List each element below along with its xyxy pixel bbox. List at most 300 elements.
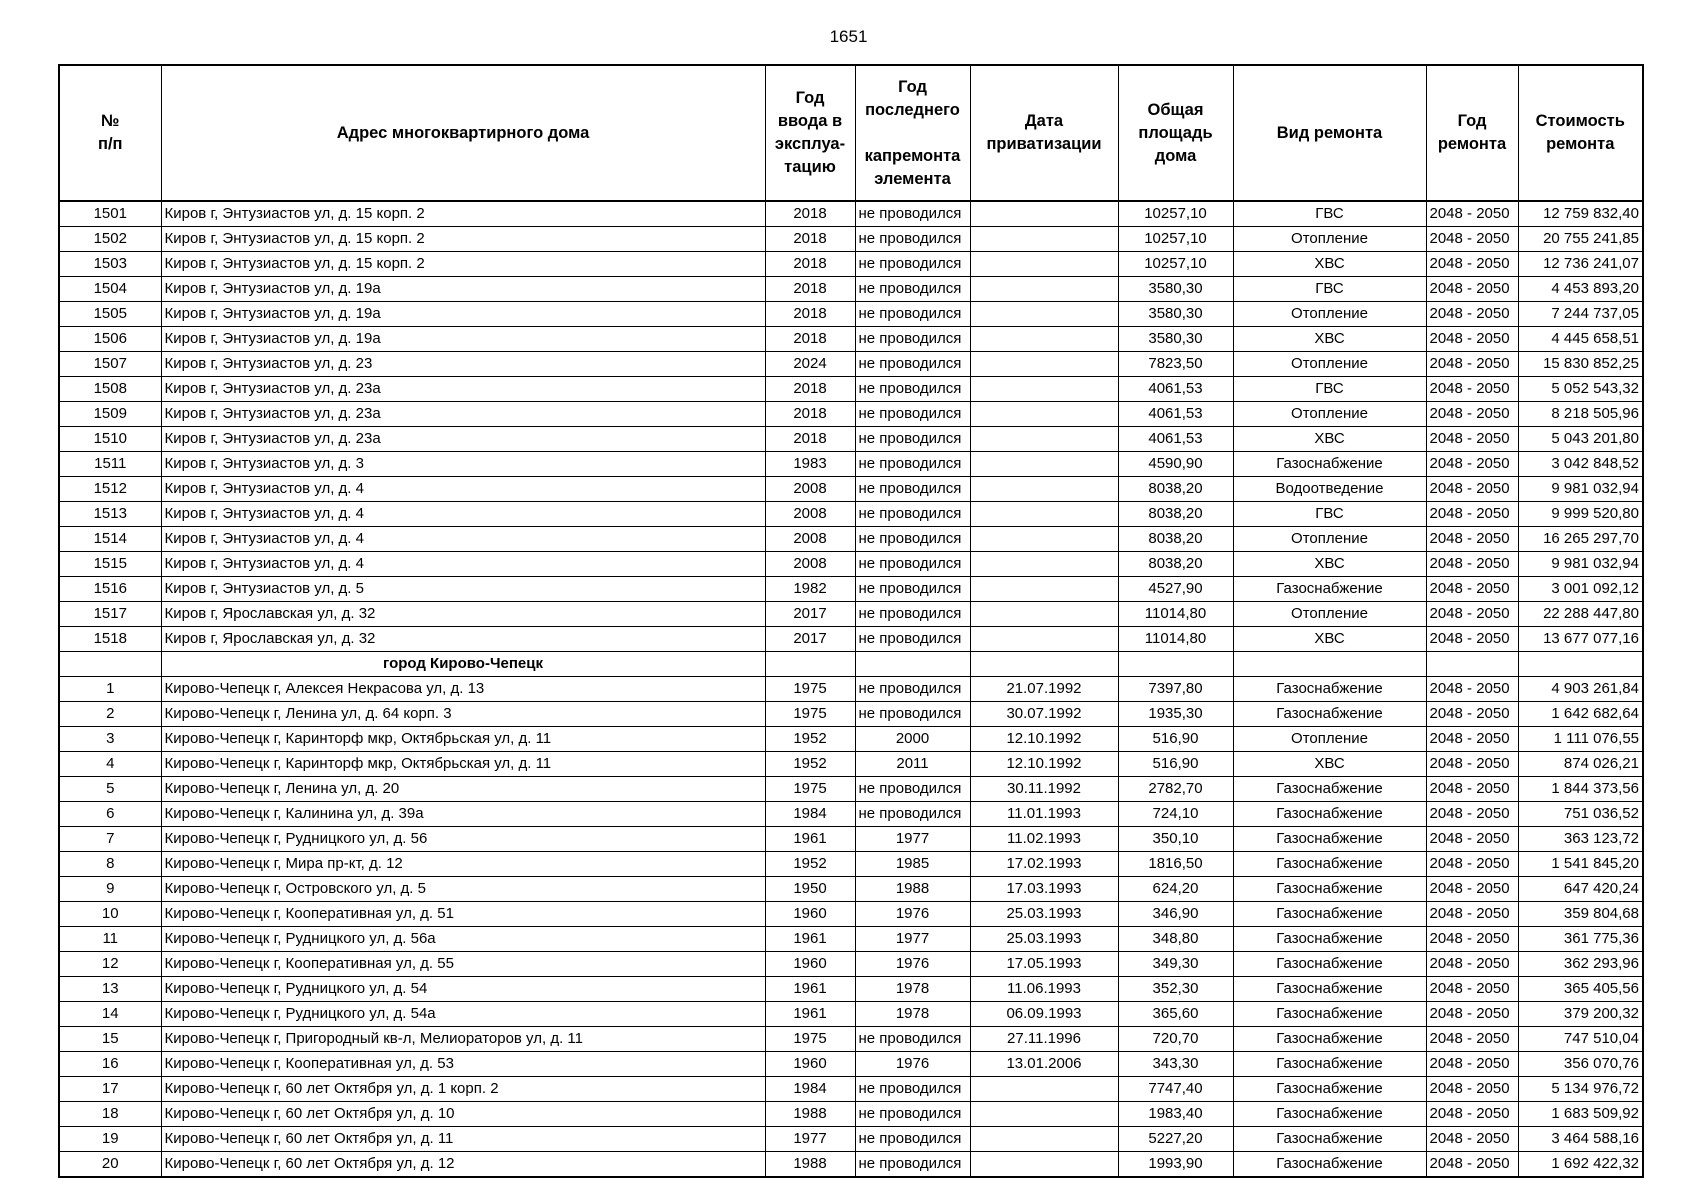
cell-privatization: 12.10.1992 bbox=[970, 752, 1118, 777]
cell-repair-type: ГВС bbox=[1233, 277, 1426, 302]
cell-area: 349,30 bbox=[1118, 952, 1233, 977]
table-row bbox=[59, 1102, 1643, 1127]
section-kirovo-chepetsk bbox=[59, 652, 1643, 677]
cell-num: 17 bbox=[59, 1077, 161, 1102]
cell-address: Киров г, Энтузиастов ул, д. 4 bbox=[161, 552, 765, 577]
cell-privatization bbox=[970, 527, 1118, 552]
cell-year-built: 2018 bbox=[765, 302, 855, 327]
cell-area: 7397,80 bbox=[1118, 677, 1233, 702]
header-line: Год bbox=[898, 77, 927, 96]
cell-num: 1511 bbox=[59, 452, 161, 477]
header-line: Год bbox=[1457, 112, 1487, 130]
table-body-kirov bbox=[59, 201, 1643, 652]
cell-year-built: 2017 bbox=[765, 627, 855, 652]
cell-address: Киров г, Энтузиастов ул, д. 19а bbox=[161, 327, 765, 352]
cell-last-repair: не проводился bbox=[855, 427, 970, 452]
cell-repair-year: 2048 - 2050 bbox=[1426, 302, 1518, 327]
cell-repair-year: 2048 - 2050 bbox=[1426, 927, 1518, 952]
cell-year-built: 2017 bbox=[765, 602, 855, 627]
section-cell-priv bbox=[970, 652, 1118, 677]
header-line: элемента bbox=[874, 169, 951, 188]
cell-privatization bbox=[970, 227, 1118, 252]
header-line: капремонта bbox=[864, 146, 961, 165]
table-row bbox=[59, 927, 1643, 952]
header-num bbox=[59, 65, 161, 201]
table-row bbox=[59, 502, 1643, 527]
cell-cost: 9 999 520,80 bbox=[1518, 502, 1643, 527]
cell-cost: 1 692 422,32 bbox=[1518, 1152, 1643, 1178]
cell-area: 1816,50 bbox=[1118, 852, 1233, 877]
cell-year-built: 2018 bbox=[765, 377, 855, 402]
header-line: п/п bbox=[97, 135, 123, 153]
cell-year-built: 2008 bbox=[765, 477, 855, 502]
cell-repair-year: 2048 - 2050 bbox=[1426, 201, 1518, 227]
cell-cost: 3 042 848,52 bbox=[1518, 452, 1643, 477]
cell-repair-type: Газоснабжение bbox=[1233, 1152, 1426, 1178]
cell-address: Кирово-Чепецк г, 60 лет Октября ул, д. 12 bbox=[161, 1152, 765, 1178]
cell-num: 10 bbox=[59, 902, 161, 927]
cell-address: Киров г, Энтузиастов ул, д. 23а bbox=[161, 402, 765, 427]
section-cell-type bbox=[1233, 652, 1426, 677]
header-line: № bbox=[101, 112, 120, 130]
cell-last-repair: 1977 bbox=[855, 927, 970, 952]
cell-address: Киров г, Ярославская ул, д. 32 bbox=[161, 602, 765, 627]
cell-last-repair: не проводился bbox=[855, 201, 970, 227]
cell-privatization: 30.07.1992 bbox=[970, 702, 1118, 727]
table-row bbox=[59, 877, 1643, 902]
table-row bbox=[59, 852, 1643, 877]
cell-cost: 647 420,24 bbox=[1518, 877, 1643, 902]
header-repair-type: Вид ремонта bbox=[1233, 65, 1426, 201]
cell-privatization: 25.03.1993 bbox=[970, 902, 1118, 927]
cell-num: 13 bbox=[59, 977, 161, 1002]
cell-privatization bbox=[970, 1077, 1118, 1102]
cell-year-built: 2008 bbox=[765, 552, 855, 577]
header-line: ввода в bbox=[777, 112, 843, 130]
cell-cost: 1 111 076,55 bbox=[1518, 727, 1643, 752]
cell-repair-year: 2048 - 2050 bbox=[1426, 552, 1518, 577]
table-row bbox=[59, 577, 1643, 602]
cell-repair-year: 2048 - 2050 bbox=[1426, 427, 1518, 452]
cell-cost: 365 405,56 bbox=[1518, 977, 1643, 1002]
cell-cost: 5 043 201,80 bbox=[1518, 427, 1643, 452]
cell-cost: 12 759 832,40 bbox=[1518, 201, 1643, 227]
cell-repair-type: ХВС bbox=[1233, 427, 1426, 452]
cell-privatization: 21.07.1992 bbox=[970, 677, 1118, 702]
cell-area: 8038,20 bbox=[1118, 502, 1233, 527]
cell-last-repair: не проводился bbox=[855, 677, 970, 702]
cell-repair-year: 2048 - 2050 bbox=[1426, 252, 1518, 277]
cell-privatization: 27.11.1996 bbox=[970, 1027, 1118, 1052]
cell-last-repair: 1976 bbox=[855, 1052, 970, 1077]
cell-privatization bbox=[970, 201, 1118, 227]
cell-repair-type: Газоснабжение bbox=[1233, 1077, 1426, 1102]
cell-year-built: 1952 bbox=[765, 852, 855, 877]
cell-area: 8038,20 bbox=[1118, 477, 1233, 502]
header-last-repair bbox=[855, 65, 970, 201]
cell-year-built: 1960 bbox=[765, 1052, 855, 1077]
cell-repair-type: Газоснабжение bbox=[1233, 1102, 1426, 1127]
cell-area: 4527,90 bbox=[1118, 577, 1233, 602]
cell-repair-type: Газоснабжение bbox=[1233, 827, 1426, 852]
cell-repair-type: Отопление bbox=[1233, 727, 1426, 752]
cell-last-repair: не проводился bbox=[855, 1027, 970, 1052]
cell-year-built: 2008 bbox=[765, 502, 855, 527]
cell-repair-year: 2048 - 2050 bbox=[1426, 577, 1518, 602]
cell-year-built: 2018 bbox=[765, 201, 855, 227]
cell-cost: 379 200,32 bbox=[1518, 1002, 1643, 1027]
cell-address: Киров г, Энтузиастов ул, д. 19а bbox=[161, 302, 765, 327]
page-number: 1651 bbox=[829, 27, 868, 46]
cell-repair-year: 2048 - 2050 bbox=[1426, 702, 1518, 727]
cell-repair-type: Газоснабжение bbox=[1233, 852, 1426, 877]
cell-area: 724,10 bbox=[1118, 802, 1233, 827]
header-year-built bbox=[765, 65, 855, 201]
cell-cost: 13 677 077,16 bbox=[1518, 627, 1643, 652]
table-row bbox=[59, 1152, 1643, 1178]
table-row bbox=[59, 1027, 1643, 1052]
cell-last-repair: не проводился bbox=[855, 702, 970, 727]
header-line: площадь bbox=[1138, 123, 1213, 142]
cell-num: 19 bbox=[59, 1127, 161, 1152]
cell-area: 4590,90 bbox=[1118, 452, 1233, 477]
cell-year-built: 1975 bbox=[765, 702, 855, 727]
table-row bbox=[59, 952, 1643, 977]
repair-register-table bbox=[58, 64, 1644, 1178]
header-row bbox=[59, 65, 1643, 201]
header-line: Стоимость bbox=[1535, 112, 1625, 130]
cell-area: 624,20 bbox=[1118, 877, 1233, 902]
cell-repair-type: Отопление bbox=[1233, 402, 1426, 427]
table-row bbox=[59, 227, 1643, 252]
cell-privatization bbox=[970, 352, 1118, 377]
cell-repair-year: 2048 - 2050 bbox=[1426, 327, 1518, 352]
cell-privatization: 13.01.2006 bbox=[970, 1052, 1118, 1077]
header-line: Дата bbox=[1024, 112, 1064, 130]
cell-cost: 20 755 241,85 bbox=[1518, 227, 1643, 252]
cell-cost: 363 123,72 bbox=[1518, 827, 1643, 852]
cell-privatization: 11.02.1993 bbox=[970, 827, 1118, 852]
cell-num: 20 bbox=[59, 1152, 161, 1178]
cell-area: 11014,80 bbox=[1118, 627, 1233, 652]
cell-privatization: 17.03.1993 bbox=[970, 877, 1118, 902]
cell-privatization: 11.06.1993 bbox=[970, 977, 1118, 1002]
cell-cost: 747 510,04 bbox=[1518, 1027, 1643, 1052]
cell-address: Кирово-Чепецк г, Алексея Некрасова ул, д. 13 bbox=[161, 677, 765, 702]
header-line: эксплуа- bbox=[774, 135, 846, 153]
table-row bbox=[59, 201, 1643, 227]
cell-repair-type: Отопление bbox=[1233, 602, 1426, 627]
cell-area: 2782,70 bbox=[1118, 777, 1233, 802]
table-row bbox=[59, 252, 1643, 277]
cell-address: Кирово-Чепецк г, Калинина ул, д. 39а bbox=[161, 802, 765, 827]
cell-privatization bbox=[970, 302, 1118, 327]
cell-address: Киров г, Энтузиастов ул, д. 23а bbox=[161, 377, 765, 402]
cell-privatization bbox=[970, 452, 1118, 477]
cell-num: 1517 bbox=[59, 602, 161, 627]
table-row bbox=[59, 1002, 1643, 1027]
cell-repair-year: 2048 - 2050 bbox=[1426, 827, 1518, 852]
cell-area: 516,90 bbox=[1118, 727, 1233, 752]
cell-num: 14 bbox=[59, 1002, 161, 1027]
cell-num: 1502 bbox=[59, 227, 161, 252]
cell-year-built: 2018 bbox=[765, 402, 855, 427]
cell-area: 516,90 bbox=[1118, 752, 1233, 777]
cell-address: Киров г, Энтузиастов ул, д. 15 корп. 2 bbox=[161, 227, 765, 252]
cell-privatization bbox=[970, 602, 1118, 627]
cell-repair-type: ГВС bbox=[1233, 377, 1426, 402]
cell-privatization: 11.01.1993 bbox=[970, 802, 1118, 827]
cell-repair-year: 2048 - 2050 bbox=[1426, 677, 1518, 702]
cell-num: 1505 bbox=[59, 302, 161, 327]
cell-last-repair: не проводился bbox=[855, 802, 970, 827]
cell-repair-year: 2048 - 2050 bbox=[1426, 752, 1518, 777]
cell-repair-type: Отопление bbox=[1233, 352, 1426, 377]
cell-area: 8038,20 bbox=[1118, 552, 1233, 577]
cell-last-repair: 1988 bbox=[855, 877, 970, 902]
cell-address: Кирово-Чепецк г, Кооперативная ул, д. 51 bbox=[161, 902, 765, 927]
cell-last-repair: не проводился bbox=[855, 777, 970, 802]
cell-num: 1 bbox=[59, 677, 161, 702]
cell-repair-type: Газоснабжение bbox=[1233, 702, 1426, 727]
header-privatization bbox=[970, 65, 1118, 201]
cell-area: 720,70 bbox=[1118, 1027, 1233, 1052]
cell-num: 1513 bbox=[59, 502, 161, 527]
table-row bbox=[59, 352, 1643, 377]
cell-address: Кирово-Чепецк г, Кооперативная ул, д. 53 bbox=[161, 1052, 765, 1077]
cell-last-repair: не проводился bbox=[855, 1102, 970, 1127]
table-row bbox=[59, 602, 1643, 627]
cell-repair-year: 2048 - 2050 bbox=[1426, 977, 1518, 1002]
cell-num: 1516 bbox=[59, 577, 161, 602]
header-line: ремонта bbox=[1437, 135, 1507, 153]
cell-address: Киров г, Энтузиастов ул, д. 23а bbox=[161, 427, 765, 452]
cell-last-repair: не проводился bbox=[855, 1077, 970, 1102]
section-cell-num bbox=[59, 652, 161, 677]
cell-address: Кирово-Чепецк г, 60 лет Октября ул, д. 11 bbox=[161, 1127, 765, 1152]
cell-area: 10257,10 bbox=[1118, 252, 1233, 277]
cell-repair-type: ХВС bbox=[1233, 252, 1426, 277]
cell-address: Кирово-Чепецк г, Рудницкого ул, д. 56а bbox=[161, 927, 765, 952]
header-line: Общая bbox=[1147, 100, 1204, 119]
cell-cost: 3 464 588,16 bbox=[1518, 1127, 1643, 1152]
cell-repair-year: 2048 - 2050 bbox=[1426, 377, 1518, 402]
cell-address: Кирово-Чепецк г, Рудницкого ул, д. 56 bbox=[161, 827, 765, 852]
cell-repair-year: 2048 - 2050 bbox=[1426, 1027, 1518, 1052]
cell-repair-type: ХВС bbox=[1233, 752, 1426, 777]
cell-area: 11014,80 bbox=[1118, 602, 1233, 627]
table-row bbox=[59, 327, 1643, 352]
cell-num: 11 bbox=[59, 927, 161, 952]
cell-year-built: 1961 bbox=[765, 827, 855, 852]
cell-repair-year: 2048 - 2050 bbox=[1426, 277, 1518, 302]
cell-cost: 4 445 658,51 bbox=[1518, 327, 1643, 352]
cell-year-built: 2024 bbox=[765, 352, 855, 377]
cell-repair-year: 2048 - 2050 bbox=[1426, 402, 1518, 427]
cell-repair-type: Газоснабжение bbox=[1233, 1002, 1426, 1027]
cell-last-repair: не проводился bbox=[855, 527, 970, 552]
cell-privatization bbox=[970, 402, 1118, 427]
cell-num: 1509 bbox=[59, 402, 161, 427]
header-repair-year bbox=[1426, 65, 1518, 201]
cell-area: 4061,53 bbox=[1118, 377, 1233, 402]
cell-repair-type: ГВС bbox=[1233, 201, 1426, 227]
cell-repair-type: Газоснабжение bbox=[1233, 1027, 1426, 1052]
cell-num: 1506 bbox=[59, 327, 161, 352]
cell-area: 5227,20 bbox=[1118, 1127, 1233, 1152]
cell-repair-year: 2048 - 2050 bbox=[1426, 627, 1518, 652]
cell-num: 15 bbox=[59, 1027, 161, 1052]
cell-address: Киров г, Энтузиастов ул, д. 4 bbox=[161, 477, 765, 502]
cell-repair-year: 2048 - 2050 bbox=[1426, 1102, 1518, 1127]
cell-cost: 15 830 852,25 bbox=[1518, 352, 1643, 377]
cell-last-repair: не проводился bbox=[855, 1152, 970, 1178]
cell-num: 1510 bbox=[59, 427, 161, 452]
cell-address: Кирово-Чепецк г, Пригородный кв-л, Мелиораторов ул, д. 11 bbox=[161, 1027, 765, 1052]
cell-repair-year: 2048 - 2050 bbox=[1426, 1152, 1518, 1178]
cell-privatization: 06.09.1993 bbox=[970, 1002, 1118, 1027]
cell-repair-year: 2048 - 2050 bbox=[1426, 1002, 1518, 1027]
cell-year-built: 2018 bbox=[765, 327, 855, 352]
cell-repair-type: Газоснабжение bbox=[1233, 927, 1426, 952]
cell-num: 16 bbox=[59, 1052, 161, 1077]
cell-cost: 874 026,21 bbox=[1518, 752, 1643, 777]
cell-num: 1503 bbox=[59, 252, 161, 277]
cell-privatization bbox=[970, 577, 1118, 602]
cell-area: 7823,50 bbox=[1118, 352, 1233, 377]
cell-year-built: 1961 bbox=[765, 927, 855, 952]
cell-last-repair: 1976 bbox=[855, 902, 970, 927]
table-row bbox=[59, 1077, 1643, 1102]
cell-privatization bbox=[970, 252, 1118, 277]
cell-last-repair: не проводился bbox=[855, 402, 970, 427]
cell-area: 3580,30 bbox=[1118, 302, 1233, 327]
header-line: тацию bbox=[784, 158, 836, 176]
cell-year-built: 1984 bbox=[765, 1077, 855, 1102]
cell-repair-type: Газоснабжение bbox=[1233, 902, 1426, 927]
cell-address: Кирово-Чепецк г, Мира пр-кт, д. 12 bbox=[161, 852, 765, 877]
cell-address: Киров г, Энтузиастов ул, д. 5 bbox=[161, 577, 765, 602]
cell-year-built: 1988 bbox=[765, 1102, 855, 1127]
cell-cost: 5 052 543,32 bbox=[1518, 377, 1643, 402]
table-row bbox=[59, 377, 1643, 402]
cell-cost: 751 036,52 bbox=[1518, 802, 1643, 827]
cell-year-built: 1961 bbox=[765, 977, 855, 1002]
cell-repair-type: Газоснабжение bbox=[1233, 802, 1426, 827]
cell-last-repair: 2011 bbox=[855, 752, 970, 777]
cell-repair-type: Отопление bbox=[1233, 227, 1426, 252]
cell-cost: 5 134 976,72 bbox=[1518, 1077, 1643, 1102]
cell-cost: 9 981 032,94 bbox=[1518, 552, 1643, 577]
table-row bbox=[59, 302, 1643, 327]
cell-repair-type: Газоснабжение bbox=[1233, 952, 1426, 977]
cell-repair-type: Газоснабжение bbox=[1233, 577, 1426, 602]
cell-repair-type: Газоснабжение bbox=[1233, 1127, 1426, 1152]
table-row bbox=[59, 752, 1643, 777]
cell-repair-year: 2048 - 2050 bbox=[1426, 227, 1518, 252]
cell-area: 348,80 bbox=[1118, 927, 1233, 952]
section-cell-last bbox=[855, 652, 970, 677]
cell-year-built: 1975 bbox=[765, 777, 855, 802]
cell-privatization bbox=[970, 277, 1118, 302]
cell-repair-year: 2048 - 2050 bbox=[1426, 902, 1518, 927]
cell-address: Киров г, Энтузиастов ул, д. 15 корп. 2 bbox=[161, 201, 765, 227]
cell-cost: 16 265 297,70 bbox=[1518, 527, 1643, 552]
cell-repair-type: Отопление bbox=[1233, 527, 1426, 552]
cell-address: Кирово-Чепецк г, Рудницкого ул, д. 54 bbox=[161, 977, 765, 1002]
cell-repair-year: 2048 - 2050 bbox=[1426, 1127, 1518, 1152]
cell-cost: 356 070,76 bbox=[1518, 1052, 1643, 1077]
cell-area: 352,30 bbox=[1118, 977, 1233, 1002]
cell-last-repair: 2000 bbox=[855, 727, 970, 752]
cell-last-repair: не проводился bbox=[855, 252, 970, 277]
table-row bbox=[59, 402, 1643, 427]
cell-repair-type: Газоснабжение bbox=[1233, 777, 1426, 802]
cell-last-repair: не проводился bbox=[855, 327, 970, 352]
cell-area: 365,60 bbox=[1118, 1002, 1233, 1027]
cell-privatization bbox=[970, 377, 1118, 402]
cell-year-built: 2018 bbox=[765, 227, 855, 252]
cell-repair-year: 2048 - 2050 bbox=[1426, 352, 1518, 377]
cell-year-built: 1950 bbox=[765, 877, 855, 902]
cell-year-built: 1960 bbox=[765, 952, 855, 977]
cell-year-built: 1960 bbox=[765, 902, 855, 927]
cell-repair-year: 2048 - 2050 bbox=[1426, 777, 1518, 802]
cell-num: 1514 bbox=[59, 527, 161, 552]
cell-repair-year: 2048 - 2050 bbox=[1426, 802, 1518, 827]
cell-year-built: 2008 bbox=[765, 527, 855, 552]
cell-cost: 9 981 032,94 bbox=[1518, 477, 1643, 502]
cell-privatization: 17.05.1993 bbox=[970, 952, 1118, 977]
cell-privatization bbox=[970, 627, 1118, 652]
cell-address: Кирово-Чепецк г, Каринторф мкр, Октябрьская ул, д. 11 bbox=[161, 752, 765, 777]
cell-area: 1935,30 bbox=[1118, 702, 1233, 727]
cell-area: 10257,10 bbox=[1118, 201, 1233, 227]
cell-num: 1507 bbox=[59, 352, 161, 377]
table-row bbox=[59, 702, 1643, 727]
table-row bbox=[59, 777, 1643, 802]
cell-repair-year: 2048 - 2050 bbox=[1426, 502, 1518, 527]
table-row bbox=[59, 1127, 1643, 1152]
cell-area: 1983,40 bbox=[1118, 1102, 1233, 1127]
table-row bbox=[59, 827, 1643, 852]
header-line: Год bbox=[795, 89, 825, 107]
cell-repair-year: 2048 - 2050 bbox=[1426, 527, 1518, 552]
cell-year-built: 1952 bbox=[765, 727, 855, 752]
table-row bbox=[59, 727, 1643, 752]
cell-cost: 1 844 373,56 bbox=[1518, 777, 1643, 802]
section-title: город Кирово-Чепецк bbox=[161, 652, 765, 677]
cell-address: Киров г, Энтузиастов ул, д. 3 bbox=[161, 452, 765, 477]
cell-repair-year: 2048 - 2050 bbox=[1426, 1077, 1518, 1102]
cell-repair-type: Отопление bbox=[1233, 302, 1426, 327]
cell-cost: 8 218 505,96 bbox=[1518, 402, 1643, 427]
cell-last-repair: не проводился bbox=[855, 452, 970, 477]
table-row bbox=[59, 627, 1643, 652]
cell-privatization: 12.10.1992 bbox=[970, 727, 1118, 752]
cell-privatization: 30.11.1992 bbox=[970, 777, 1118, 802]
table-row bbox=[59, 527, 1643, 552]
cell-last-repair: не проводился bbox=[855, 477, 970, 502]
cell-address: Киров г, Энтузиастов ул, д. 4 bbox=[161, 502, 765, 527]
table-body-kirovo-chepetsk bbox=[59, 677, 1643, 1178]
cell-num: 1504 bbox=[59, 277, 161, 302]
cell-privatization bbox=[970, 1127, 1118, 1152]
cell-repair-year: 2048 - 2050 bbox=[1426, 852, 1518, 877]
cell-address: Кирово-Чепецк г, Рудницкого ул, д. 54а bbox=[161, 1002, 765, 1027]
section-cell-period bbox=[1426, 652, 1518, 677]
cell-year-built: 1975 bbox=[765, 677, 855, 702]
